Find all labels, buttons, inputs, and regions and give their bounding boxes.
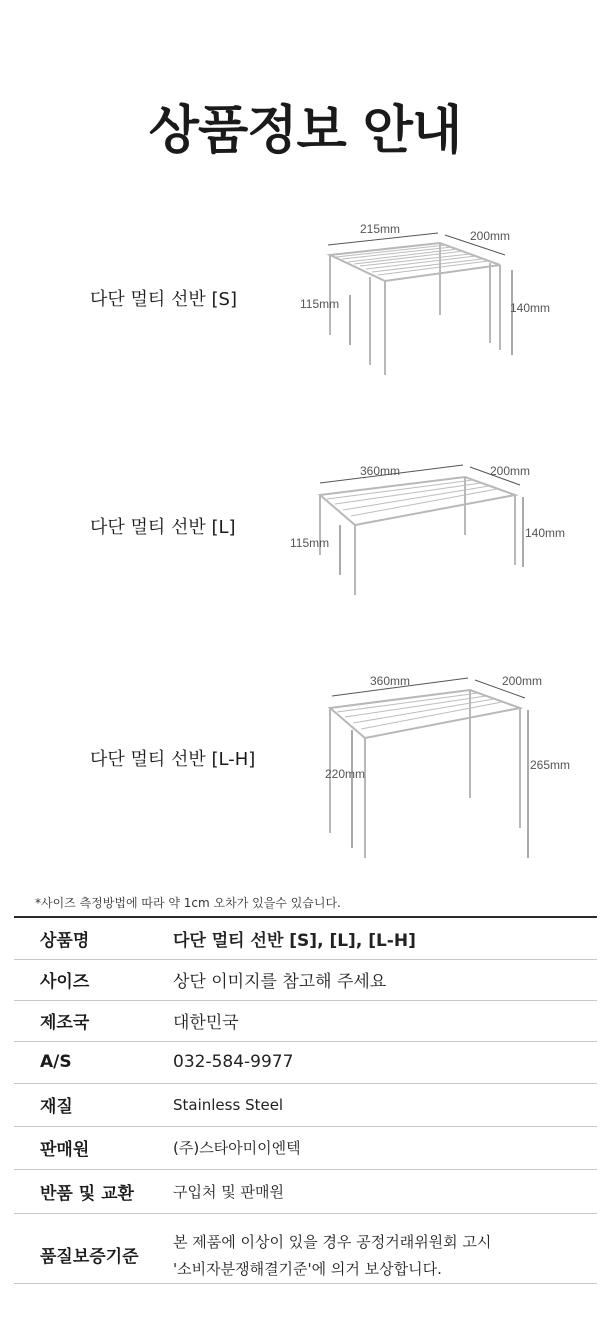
rack-figure-lh [320, 668, 571, 863]
product-name-s: 다단 멀티 선반 [S] [90, 289, 237, 310]
spec-value-line1: 본 제품에 이상이 있을 경우 공정거래위원회 고시 [173, 1232, 492, 1251]
spec-row [14, 917, 597, 959]
spec-label: A/S [14, 1041, 173, 1083]
spec-value: (주)스타아미이엔텍 [173, 1126, 597, 1169]
spec-value: 상단 이미지를 참고해 주세요 [173, 959, 597, 1000]
dim-total-height-lh: 265mm [530, 758, 571, 772]
dim-total-height-l: 140mm [525, 526, 566, 540]
dim-depth-l: 200mm [490, 464, 531, 478]
spec-value [173, 1213, 597, 1283]
dim-total-height-s: 140mm [510, 301, 551, 315]
spec-value: 대한민국 [173, 1000, 597, 1041]
spec-row [14, 1126, 597, 1169]
product-name-l: 다단 멀티 선반 [L] [90, 517, 236, 538]
dim-depth-s: 200mm [470, 229, 511, 243]
spec-value: 구입처 및 판매원 [173, 1169, 597, 1213]
spec-row [14, 959, 597, 1000]
spec-label: 상품명 [14, 917, 173, 959]
dim-width-s: 215mm [360, 222, 401, 236]
dim-width-lh: 360mm [370, 674, 411, 688]
dim-inner-height-l: 115mm [290, 536, 330, 550]
dim-inner-height-lh: 220mm [325, 767, 366, 781]
spec-value-line2: '소비자분쟁해결기준'에 의거 보상합니다. [173, 1259, 442, 1278]
product-name-lh: 다단 멀티 선반 [L-H] [90, 749, 256, 770]
rack-figure-l [285, 455, 585, 615]
page-title: 상품정보 안내 [148, 101, 462, 161]
spec-label: 품질보증기준 [14, 1213, 173, 1283]
spec-row [14, 1213, 597, 1283]
spec-row [14, 1041, 597, 1083]
spec-table [14, 916, 597, 1284]
size-note: *사이즈 측정방법에 따라 약 1cm 오차가 있을수 있습니다. [35, 896, 341, 910]
spec-value: Stainless Steel [173, 1083, 597, 1126]
spec-row [14, 1000, 597, 1041]
spec-label: 재질 [14, 1083, 173, 1126]
dim-width-l: 360mm [360, 464, 401, 478]
spec-value: 032-584-9977 [173, 1041, 597, 1083]
dim-inner-height-s: 115mm [300, 297, 340, 311]
spec-label: 제조국 [14, 1000, 173, 1041]
dim-depth-lh: 200mm [502, 674, 543, 688]
spec-value: 다단 멀티 선반 [S], [L], [L-H] [173, 917, 597, 959]
spec-row [14, 1169, 597, 1213]
rack-figure-s [290, 215, 550, 405]
spec-label: 반품 및 교환 [14, 1169, 173, 1213]
spec-row [14, 1083, 597, 1126]
spec-label: 판매원 [14, 1126, 173, 1169]
spec-label: 사이즈 [14, 959, 173, 1000]
